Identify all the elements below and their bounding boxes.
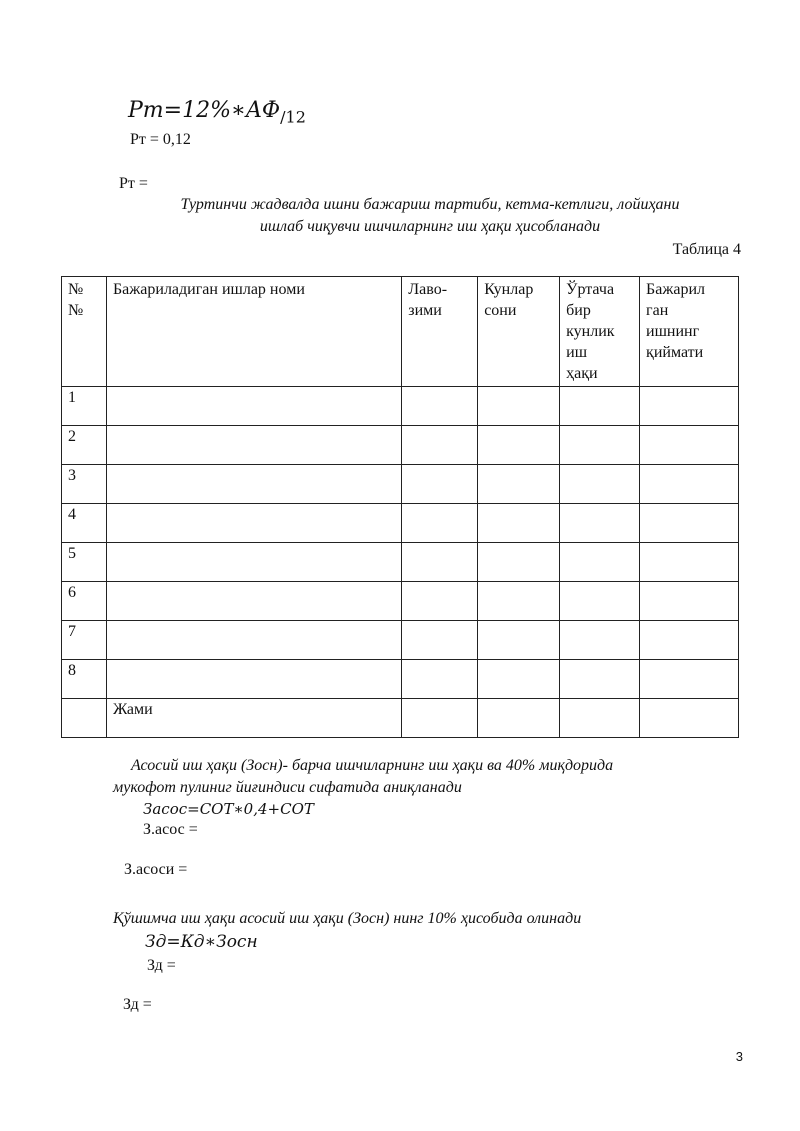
table-header-row [62,277,739,387]
table-cell [402,660,478,699]
table-cell [640,465,739,504]
rt-eq: Рт = [119,175,148,192]
table-header-line: № [68,302,84,319]
table-header-line: ишнинг [646,323,700,340]
table-cell [560,504,640,543]
table-cell [560,699,640,738]
table-cell: 1 [62,387,107,426]
table-cell [640,543,739,582]
table-header-line: Кунлар [484,281,534,298]
table-cell [478,504,560,543]
table-cell [478,387,560,426]
table-cell [478,699,560,738]
table-row [62,465,739,504]
rt-value: Рт = 0,12 [130,131,191,148]
table-header-line: кунлик [566,323,615,340]
table-cell [106,387,401,426]
table-cell: 5 [62,543,107,582]
table-cell [106,582,401,621]
table-cell [478,621,560,660]
formula-zd: Зд=Кд∗Зосн [145,932,258,952]
table-cell [560,582,640,621]
table-cell: 7 [62,621,107,660]
table-header-line: ган [646,302,669,319]
table-cell [560,465,640,504]
table-header-line: иш [566,344,588,361]
table-header-line: Ўртача [566,281,615,298]
formula-rt-sub: /12 [280,107,306,127]
table-cell [478,465,560,504]
table-cell [560,660,640,699]
table-cell [106,426,401,465]
table-header-line: № [68,281,84,298]
zd-eq-2: Зд = [123,996,152,1013]
table-cell: 4 [62,504,107,543]
table-row [62,621,739,660]
table-cell [478,426,560,465]
formula-zasos: Засос=СОТ∗0,4+СОТ [143,800,314,818]
formula-rt-lhs: Pm [128,98,164,123]
table-header-cell [560,277,640,387]
table-cell [640,660,739,699]
table-cell [640,621,739,660]
table-cell [402,465,478,504]
table-cell [402,582,478,621]
table-cell [640,699,739,738]
table-cell [560,426,640,465]
table-cell [402,699,478,738]
table-cell: 2 [62,426,107,465]
table-row [62,504,739,543]
table-cell: 8 [62,660,107,699]
table-cell [402,543,478,582]
table-cell: 6 [62,582,107,621]
formula-rt [128,98,306,126]
formula-rt-rhs: 12%∗AФ [182,98,281,123]
table-row [62,582,739,621]
table-row [62,660,739,699]
para-main-line-2: мукофот пулиниг йиғиндиси сифатида аниқланади [113,779,462,796]
table-header-line: Бажариладиган ишлар номи [112,281,305,298]
formula-rt-eq: = [163,98,183,123]
table-cell: Жами [106,699,401,738]
table-row [62,543,739,582]
heading-line-1: Туртинчи жадвалда ишни бажариш тартиби, кетма-кетлиги, лойиҳани [180,196,680,213]
para-main-line-1: Асосий иш ҳақи (Зосн)- барча ишчиларнинг иш ҳақи ва 40% миқдорида [131,757,614,774]
table-cell [106,465,401,504]
table-cell [402,504,478,543]
table-header-line: сони [484,302,517,319]
table-header-cell [478,277,560,387]
table-header-line: зими [408,302,442,319]
table-cell: 3 [62,465,107,504]
para-extra: Қўшимча иш ҳақи асосий иш ҳақи (Зосн) нинг 10% ҳисобида олинади [113,910,582,927]
table-cell [106,621,401,660]
table-cell [640,582,739,621]
table-cell [106,504,401,543]
page-number: 3 [735,1049,743,1064]
table-cell [640,426,739,465]
table-header-cell [640,277,739,387]
works-table [61,276,739,738]
table-header-cell [62,277,107,387]
table-cell [478,582,560,621]
zasosi-eq: З.асоси = [124,861,188,878]
table-header-line: қиймати [646,344,704,361]
table-header-line: Бажарил [646,281,706,298]
table-body [62,387,739,738]
table-cell [640,387,739,426]
table-header-line: Лаво- [408,281,448,298]
table-header-cell [106,277,401,387]
table-caption: Таблица 4 [672,241,741,258]
table-cell [106,660,401,699]
table-cell [478,543,560,582]
table-cell [106,543,401,582]
table-cell [478,660,560,699]
table-cell [560,543,640,582]
table-header-line: бир [566,302,591,319]
zd-eq-1: Зд = [147,957,176,974]
table-cell [640,504,739,543]
zasos-eq: З.асос = [143,821,198,838]
table-row [62,387,739,426]
table-cell [402,621,478,660]
table-row [62,699,739,738]
heading-line-2: ишлаб чиқувчи ишчиларнинг иш ҳақи ҳисобланади [259,218,601,235]
table-header-line: ҳақи [566,365,598,382]
table-cell [62,699,107,738]
table-cell [560,387,640,426]
table-header-cell [402,277,478,387]
table-cell [560,621,640,660]
table-row [62,426,739,465]
table-cell [402,387,478,426]
table-cell [402,426,478,465]
